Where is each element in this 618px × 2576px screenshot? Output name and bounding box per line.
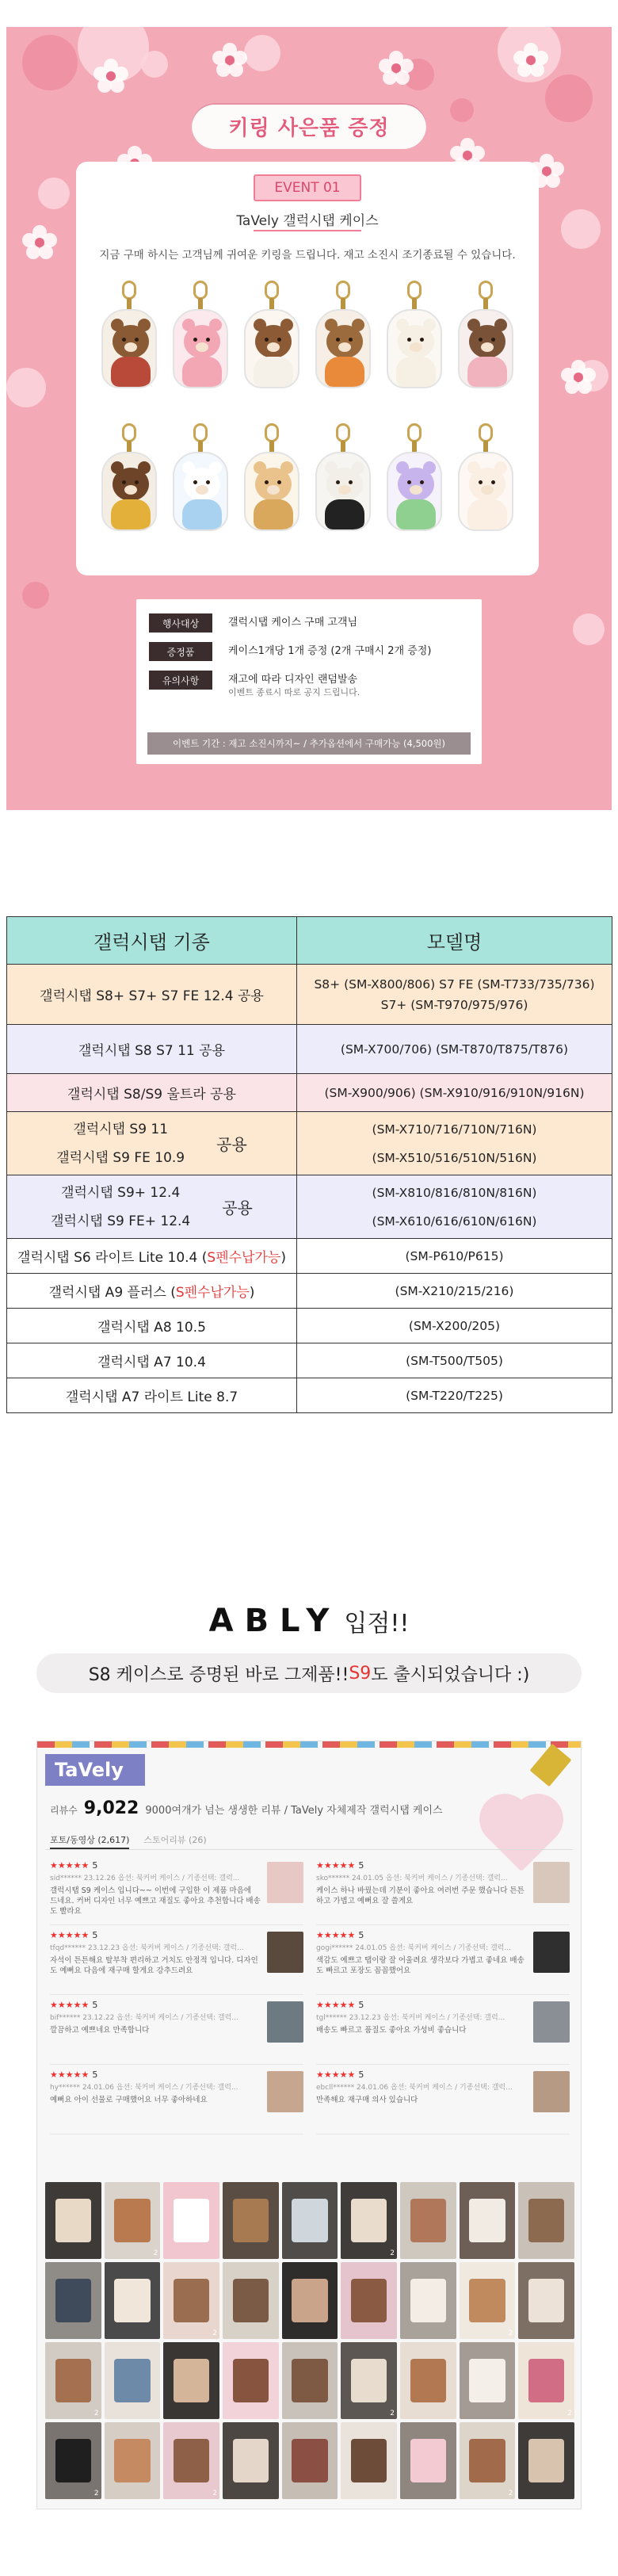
review-item[interactable] bbox=[316, 1856, 570, 1925]
table-row bbox=[7, 1274, 612, 1309]
rating-stars-icon: ★★★★★ 5 bbox=[316, 2000, 364, 2010]
compatibility-table bbox=[6, 916, 612, 1413]
review-photo[interactable] bbox=[400, 2262, 456, 2339]
review-text: 케이스 하나 바꿨는데 기분이 좋아요 여러번 주문 했습니다 튼튼하고 가볍고 예뻐요 잘 쓸게요 bbox=[316, 1886, 525, 1905]
model-number: (SM-X510/516/510N/516N) bbox=[372, 1150, 537, 1165]
rating-score: 5 bbox=[358, 1860, 364, 1871]
ably-suffix: 입점!! bbox=[344, 1610, 410, 1638]
blossom-icon bbox=[561, 360, 596, 395]
tablet-case-image bbox=[469, 2199, 505, 2242]
table-row bbox=[7, 1378, 612, 1413]
model-number: (SM-X210/215/216) bbox=[395, 1283, 514, 1298]
tablet-case-image bbox=[292, 2439, 327, 2482]
review-photo[interactable] bbox=[282, 2182, 338, 2259]
device-name: 갤럭시탭 S9 FE 10.9 bbox=[56, 1149, 185, 1166]
review-photo[interactable] bbox=[518, 2342, 574, 2419]
review-description: 9000여개가 넘는 생생한 리뷰 / TaVely 자체제작 갤럭시탭 케이스 bbox=[145, 1805, 443, 1817]
petal-shape bbox=[244, 35, 280, 71]
table-body bbox=[7, 965, 612, 1413]
event-label: EVENT 01 bbox=[254, 174, 361, 201]
review-photo[interactable] bbox=[45, 2182, 101, 2259]
review-photo[interactable] bbox=[223, 2342, 279, 2419]
rating-stars-icon: ★★★★★ 5 bbox=[50, 2070, 98, 2080]
model-number: S7+ (SM-T970/975/976) bbox=[380, 997, 528, 1012]
review-meta: gogi****** 24.01.05 옵션: 북커버 케이스 / 기종선택: 갤럭... bbox=[316, 1944, 511, 1952]
tablet-case-image bbox=[292, 2359, 327, 2402]
keyring-bear-orange-icon bbox=[314, 281, 372, 399]
review-photo[interactable] bbox=[400, 2422, 456, 2499]
review-list-right bbox=[316, 1856, 570, 2135]
keyring-brown-bear-pink-icon bbox=[456, 281, 515, 399]
announcement-text: S8 케이스로 증명된 바로 그제품!! bbox=[88, 1664, 349, 1685]
review-item[interactable] bbox=[316, 1925, 570, 1995]
tablet-case-image bbox=[469, 2279, 505, 2322]
event-subtitle: TaVely 갤럭시탭 케이스 bbox=[236, 213, 379, 229]
rating-score: 5 bbox=[358, 1930, 364, 1940]
review-item[interactable] bbox=[50, 1925, 303, 1995]
device-name: 갤럭시탭 S8+ S7+ S7 FE 12.4 공용 bbox=[40, 988, 264, 1004]
review-count: 9,022 bbox=[83, 1798, 139, 1818]
keyring-white-bear-icon bbox=[385, 281, 444, 399]
petal-shape bbox=[6, 368, 46, 407]
review-photo[interactable] bbox=[45, 2262, 101, 2339]
tablet-case-image bbox=[233, 2439, 269, 2482]
info-value-text: 케이스1개당 1개 증정 (2개 구매시 2개 증정) bbox=[228, 645, 432, 657]
review-photo[interactable] bbox=[518, 2182, 574, 2259]
review-photo[interactable] bbox=[163, 2262, 219, 2339]
blossom-icon bbox=[93, 59, 128, 94]
review-text: 갤럭시탭 S9 케이스 입니다~~ 이번에 구입한 이 제품 마음에 드네요. 커버 디자인 너무 예쁘고 재질도 좋아요 추천합니다 배송도 빨라요 bbox=[50, 1886, 261, 1916]
header-model: 모델명 bbox=[297, 917, 612, 965]
cell-device bbox=[7, 965, 297, 1025]
table-header-row bbox=[7, 917, 612, 965]
table-row bbox=[7, 1074, 612, 1112]
review-item[interactable] bbox=[50, 1995, 303, 2065]
review-photo[interactable] bbox=[282, 2342, 338, 2419]
table-row bbox=[7, 1175, 612, 1239]
cell-device bbox=[7, 1239, 297, 1274]
petal-shape bbox=[561, 209, 601, 249]
review-item[interactable] bbox=[316, 1995, 570, 2065]
photo-review-grid bbox=[45, 2182, 574, 2499]
review-photo[interactable] bbox=[460, 2342, 516, 2419]
review-photo[interactable] bbox=[163, 2342, 219, 2419]
tablet-case-image bbox=[55, 2279, 91, 2322]
tab-photo-reviews[interactable]: 포토/동영상 (2,617) bbox=[50, 1833, 129, 1849]
device-name: 갤럭시탭 S9 11 bbox=[73, 1121, 169, 1137]
cell-device bbox=[7, 1112, 297, 1175]
review-photo[interactable] bbox=[282, 2422, 338, 2499]
tablet-case-image bbox=[410, 2279, 446, 2322]
review-thumbnail[interactable] bbox=[533, 2001, 570, 2043]
header-device: 갤럭시탭 기종 bbox=[7, 917, 297, 965]
keyring-french-bulldog-icon bbox=[314, 423, 372, 542]
review-photo[interactable] bbox=[460, 2422, 516, 2499]
tablet-case-image bbox=[528, 2199, 564, 2242]
review-count-label: 리뷰수 bbox=[50, 1805, 78, 1816]
review-item[interactable] bbox=[316, 2065, 570, 2135]
table-row bbox=[7, 965, 612, 1025]
cell-model bbox=[297, 1239, 612, 1274]
photo-count-badge: 2 bbox=[508, 2329, 513, 2337]
table-row bbox=[7, 1112, 612, 1175]
info-row-notice bbox=[149, 671, 482, 709]
tablet-case-image bbox=[469, 2439, 505, 2482]
event-banner bbox=[6, 27, 612, 810]
cell-model bbox=[297, 1309, 612, 1343]
tablet-case-image bbox=[410, 2199, 446, 2242]
photo-count-badge: 2 bbox=[212, 2490, 217, 2498]
tablet-case-image bbox=[233, 2279, 269, 2322]
review-text: 깔끔하고 예쁘네요 만족합니다 bbox=[50, 2026, 150, 2035]
review-thumbnail[interactable] bbox=[533, 2071, 570, 2112]
review-text: 색감도 예쁘고 탭이랑 잘 어울려요 생각보다 가볍고 좋네요 배송도 빠르고 포장도 꼼꼼했어요 bbox=[316, 1956, 525, 1975]
rating-score: 5 bbox=[358, 2070, 364, 2080]
cell-device bbox=[7, 1274, 297, 1309]
event-title: 키링 사은품 증정 bbox=[192, 103, 426, 149]
tablet-case-image bbox=[410, 2359, 446, 2402]
review-text: 자석이 튼튼해요 탈부착 편리하고 거치도 안정적 입니다. 디자인도 예뻐요 다음에 재구매 할게요 강추드려요 bbox=[50, 1956, 258, 1975]
cell-device bbox=[7, 1074, 297, 1112]
device-name: ) bbox=[249, 1285, 255, 1301]
event-period: 이벤트 기간 : 재고 소진시까지~ / 추가옵션에서 구매가능 (4,500원) bbox=[147, 732, 471, 755]
model-number: (SM-X200/205) bbox=[408, 1318, 501, 1333]
review-photo[interactable] bbox=[163, 2182, 219, 2259]
event-info-box bbox=[136, 599, 482, 764]
tablet-case-image bbox=[114, 2279, 150, 2322]
cell-model bbox=[297, 1378, 612, 1413]
device-name: 갤럭시탭 S9+ 12.4 bbox=[61, 1184, 181, 1201]
review-photo[interactable] bbox=[223, 2182, 279, 2259]
cell-device bbox=[7, 1343, 297, 1378]
tablet-case-image bbox=[174, 2279, 209, 2322]
cell-device bbox=[7, 1378, 297, 1413]
event-card bbox=[76, 162, 539, 575]
device-name: 갤럭시탭 A7 10.4 bbox=[97, 1355, 206, 1370]
tablet-case-image bbox=[351, 2199, 387, 2242]
photo-count-badge: 2 bbox=[390, 2249, 395, 2257]
review-text: 만족해요 재구매 의사 있습니다 bbox=[316, 2096, 418, 2104]
review-photo[interactable] bbox=[223, 2262, 279, 2339]
keyring-pink-bear-icon bbox=[171, 281, 230, 399]
review-meta: tgl****** 23.12.23 옵션: 북커버 케이스 / 기종선택: 갤럭... bbox=[316, 2014, 505, 2022]
common-label: 공용 bbox=[216, 1135, 247, 1154]
review-photo[interactable] bbox=[518, 2262, 574, 2339]
tablet-case-image bbox=[114, 2199, 150, 2242]
review-photo[interactable] bbox=[45, 2422, 101, 2499]
device-name: 갤럭시탭 A7 라이트 Lite 8.7 bbox=[65, 1389, 238, 1405]
review-photo[interactable] bbox=[341, 2422, 397, 2499]
review-photo[interactable] bbox=[105, 2262, 161, 2339]
rating-score: 5 bbox=[358, 2000, 364, 2010]
model-number: (SM-X900/906) (SM-X910/916/910N/916N) bbox=[324, 1085, 585, 1100]
rating-score: 5 bbox=[92, 2070, 98, 2080]
keyring-white-puppy-icon bbox=[171, 423, 230, 542]
petal-shape bbox=[450, 98, 474, 122]
tablet-case-image bbox=[292, 2199, 327, 2242]
model-number: (SM-X710/716/710N/716N) bbox=[372, 1122, 537, 1137]
table-row bbox=[7, 1309, 612, 1343]
review-item[interactable] bbox=[50, 1856, 303, 1925]
info-value bbox=[228, 671, 360, 698]
petal-shape bbox=[545, 75, 593, 122]
review-photo[interactable] bbox=[460, 2262, 516, 2339]
review-meta: hy****** 24.01.06 옵션: 북커버 케이스 / 기종선택: 갤럭... bbox=[50, 2084, 238, 2092]
review-meta: tfqd****** 23.12.23 옵션: 북커버 케이스 / 기종선택: 갤럭... bbox=[50, 1944, 244, 1952]
cell-model bbox=[297, 965, 612, 1025]
common-label: 공용 bbox=[222, 1198, 253, 1217]
rating-stars-icon: ★★★★★ 5 bbox=[50, 1860, 98, 1871]
keyring-row bbox=[100, 423, 515, 542]
table-row bbox=[7, 1343, 612, 1378]
keyring-bear-chocolate-icon bbox=[100, 423, 158, 542]
petal-shape bbox=[141, 51, 168, 78]
tablet-case-image bbox=[55, 2199, 91, 2242]
device-name: 갤럭시탭 A9 플러스 ( bbox=[48, 1285, 176, 1301]
review-photo[interactable] bbox=[460, 2182, 516, 2259]
review-text: 배송도 빠르고 품질도 좋아요 가성비 좋습니다 bbox=[316, 2026, 467, 2035]
info-tag: 유의사항 bbox=[149, 671, 212, 690]
photo-count-badge: 2 bbox=[508, 2490, 513, 2498]
rating-score: 5 bbox=[92, 1930, 98, 1940]
review-thumbnail[interactable] bbox=[533, 1932, 570, 1973]
review-meta: sko****** 24.01.05 옵션: 북커버 케이스 / 기종선택: 갤럭... bbox=[316, 1875, 508, 1882]
announcement-highlight: S9 bbox=[349, 1663, 372, 1684]
petal-shape bbox=[22, 582, 49, 609]
review-thumbnail[interactable] bbox=[267, 2071, 303, 2112]
review-photo[interactable] bbox=[400, 2342, 456, 2419]
photo-count-badge: 2 bbox=[153, 2249, 158, 2257]
petal-shape bbox=[22, 35, 78, 90]
tablet-case-image bbox=[528, 2279, 564, 2322]
review-photo[interactable] bbox=[223, 2422, 279, 2499]
keyring-bear-cake-icon bbox=[242, 281, 301, 399]
photo-count-badge: 2 bbox=[212, 2329, 217, 2337]
review-panel bbox=[36, 1741, 582, 2509]
device-name: 갤럭시탭 S6 라이트 Lite 10.4 ( bbox=[17, 1250, 208, 1266]
brand-tag: TaVely bbox=[45, 1754, 145, 1786]
review-photo[interactable] bbox=[105, 2422, 161, 2499]
rating-score: 5 bbox=[92, 2000, 98, 2010]
tablet-case-image bbox=[55, 2439, 91, 2482]
tablet-case-image bbox=[114, 2359, 150, 2402]
tablet-case-image bbox=[55, 2359, 91, 2402]
petal-shape bbox=[38, 178, 70, 209]
review-meta: ebcll****** 24.01.06 옵션: 북커버 케이스 / 기종선택: 갤럭... bbox=[316, 2084, 513, 2092]
subtitle-underline bbox=[254, 230, 361, 231]
review-photo[interactable] bbox=[163, 2422, 219, 2499]
tablet-case-image bbox=[174, 2439, 209, 2482]
review-photo[interactable] bbox=[341, 2182, 397, 2259]
keyring-tulip-icon bbox=[385, 423, 444, 542]
cell-device bbox=[7, 1025, 297, 1074]
review-thumbnail[interactable] bbox=[267, 2001, 303, 2043]
review-photo[interactable] bbox=[341, 2342, 397, 2419]
ably-logo: ABLY bbox=[208, 1603, 341, 1639]
keyring-bear-icecream-icon bbox=[100, 281, 158, 399]
keyring-rabbit-icon bbox=[456, 423, 515, 542]
device-name: 갤럭시탭 S9 FE+ 12.4 bbox=[51, 1213, 191, 1229]
info-value bbox=[228, 642, 431, 659]
rating-stars-icon: ★★★★★ 5 bbox=[316, 1860, 364, 1871]
spen-note: S펜수납가능 bbox=[175, 1285, 250, 1301]
blossom-icon bbox=[379, 51, 414, 86]
info-tag: 행사대상 bbox=[149, 613, 212, 633]
keyring-puppy-box-icon bbox=[242, 423, 301, 542]
model-number: S8+ (SM-X800/806) S7 FE (SM-T733/735/736) bbox=[314, 977, 595, 992]
review-meta: bif****** 23.12.22 옵션: 북커버 케이스 / 기종선택: 갤럭... bbox=[50, 2014, 238, 2022]
info-tag: 증정품 bbox=[149, 642, 212, 661]
review-thumbnail[interactable] bbox=[267, 1932, 303, 1973]
keyring-row bbox=[100, 281, 515, 399]
device-name: 갤럭시탭 A8 10.5 bbox=[97, 1320, 206, 1336]
tablet-case-image bbox=[351, 2439, 387, 2482]
tablet-case-image bbox=[174, 2199, 209, 2242]
cell-model bbox=[297, 1175, 612, 1239]
review-tabs bbox=[50, 1833, 207, 1849]
info-row-gift bbox=[149, 642, 482, 671]
cell-device bbox=[7, 1175, 297, 1239]
tablet-case-image bbox=[528, 2439, 564, 2482]
review-photo[interactable] bbox=[518, 2422, 574, 2499]
review-photo[interactable] bbox=[45, 2342, 101, 2419]
model-number: (SM-X610/616/610N/616N) bbox=[372, 1213, 537, 1229]
info-value-text: 재고에 따라 디자인 랜덤발송 bbox=[228, 674, 358, 686]
event-description: 지금 구매 하시는 고객님께 귀여운 키링을 드립니다. 재고 소진시 조기종료될 수 있습니다. bbox=[99, 249, 516, 262]
model-number: (SM-X700/706) (SM-T870/T875/T876) bbox=[340, 1041, 569, 1057]
cell-device bbox=[7, 1309, 297, 1343]
table-row bbox=[7, 1239, 612, 1274]
tablet-case-image bbox=[292, 2279, 327, 2322]
rating-stars-icon: ★★★★★ 5 bbox=[50, 2000, 98, 2010]
ably-announcement bbox=[36, 1653, 582, 1693]
info-value bbox=[228, 613, 357, 630]
model-number: (SM-P610/P615) bbox=[405, 1248, 504, 1263]
blossom-icon bbox=[212, 43, 247, 78]
tablet-case-image bbox=[174, 2359, 209, 2402]
rating-stars-icon: ★★★★★ 5 bbox=[316, 2070, 364, 2080]
review-item[interactable] bbox=[50, 2065, 303, 2135]
review-photo[interactable] bbox=[341, 2262, 397, 2339]
review-thumbnail[interactable] bbox=[267, 1862, 303, 1903]
petal-shape bbox=[573, 613, 605, 645]
review-list-left bbox=[50, 1856, 303, 2135]
rating-score: 5 bbox=[92, 1860, 98, 1871]
spen-note: S펜수납가능 bbox=[207, 1250, 281, 1266]
review-thumbnail[interactable] bbox=[533, 1862, 570, 1903]
model-number: (SM-T500/T505) bbox=[406, 1353, 503, 1368]
review-summary bbox=[50, 1798, 443, 1818]
tab-store-reviews[interactable]: 스토어리뷰 (26) bbox=[143, 1835, 207, 1845]
device-name: ) bbox=[280, 1250, 286, 1266]
tablet-case-image bbox=[233, 2199, 269, 2242]
cell-model bbox=[297, 1274, 612, 1309]
rating-stars-icon: ★★★★★ 5 bbox=[316, 1930, 364, 1940]
review-photo[interactable] bbox=[105, 2182, 161, 2259]
blossom-icon bbox=[513, 43, 548, 78]
tablet-case-image bbox=[410, 2439, 446, 2482]
info-note: 이벤트 종료시 따로 공지 드립니다. bbox=[228, 687, 360, 698]
ably-title bbox=[0, 1603, 618, 1639]
cell-model bbox=[297, 1074, 612, 1112]
tablet-case-image bbox=[233, 2359, 269, 2402]
divider bbox=[45, 1849, 573, 1850]
device-name: 갤럭시탭 S8/S9 울트라 공용 bbox=[67, 1087, 236, 1103]
tablet-case-image bbox=[351, 2279, 387, 2322]
review-text: 예뻐요 아이 선물로 구매했어요 너무 좋아하네요 bbox=[50, 2096, 208, 2104]
photo-count-badge: 2 bbox=[390, 2410, 395, 2417]
info-row-target bbox=[149, 613, 482, 642]
review-meta: sid****** 23.12.26 옵션: 북커버 케이스 / 기종선택: 갤럭... bbox=[50, 1875, 240, 1882]
tablet-case-image bbox=[469, 2359, 505, 2402]
photo-count-badge: 2 bbox=[93, 2410, 99, 2417]
model-number: (SM-T220/T225) bbox=[406, 1388, 503, 1403]
photo-count-badge: 2 bbox=[93, 2490, 99, 2498]
tablet-case-image bbox=[351, 2359, 387, 2402]
tablet-case-image bbox=[528, 2359, 564, 2402]
info-value-text: 갤럭시탭 케이스 구매 고객님 bbox=[228, 617, 358, 629]
photo-count-badge: 2 bbox=[567, 2410, 572, 2417]
review-photo[interactable] bbox=[400, 2182, 456, 2259]
cell-model bbox=[297, 1112, 612, 1175]
ribbon-icon bbox=[532, 1748, 570, 1794]
blossom-icon bbox=[22, 225, 57, 260]
stripe-border bbox=[37, 1741, 581, 1748]
review-photo[interactable] bbox=[105, 2342, 161, 2419]
table-row bbox=[7, 1025, 612, 1074]
rating-stars-icon: ★★★★★ 5 bbox=[50, 1930, 98, 1940]
cell-model bbox=[297, 1343, 612, 1378]
tablet-case-image bbox=[114, 2439, 150, 2482]
review-photo[interactable] bbox=[282, 2262, 338, 2339]
model-number: (SM-X810/816/810N/816N) bbox=[372, 1185, 537, 1200]
cell-model bbox=[297, 1025, 612, 1074]
device-name: 갤럭시탭 S8 S7 11 공용 bbox=[78, 1043, 225, 1059]
announcement-text: 도 출시되었습니다 :) bbox=[371, 1664, 530, 1685]
